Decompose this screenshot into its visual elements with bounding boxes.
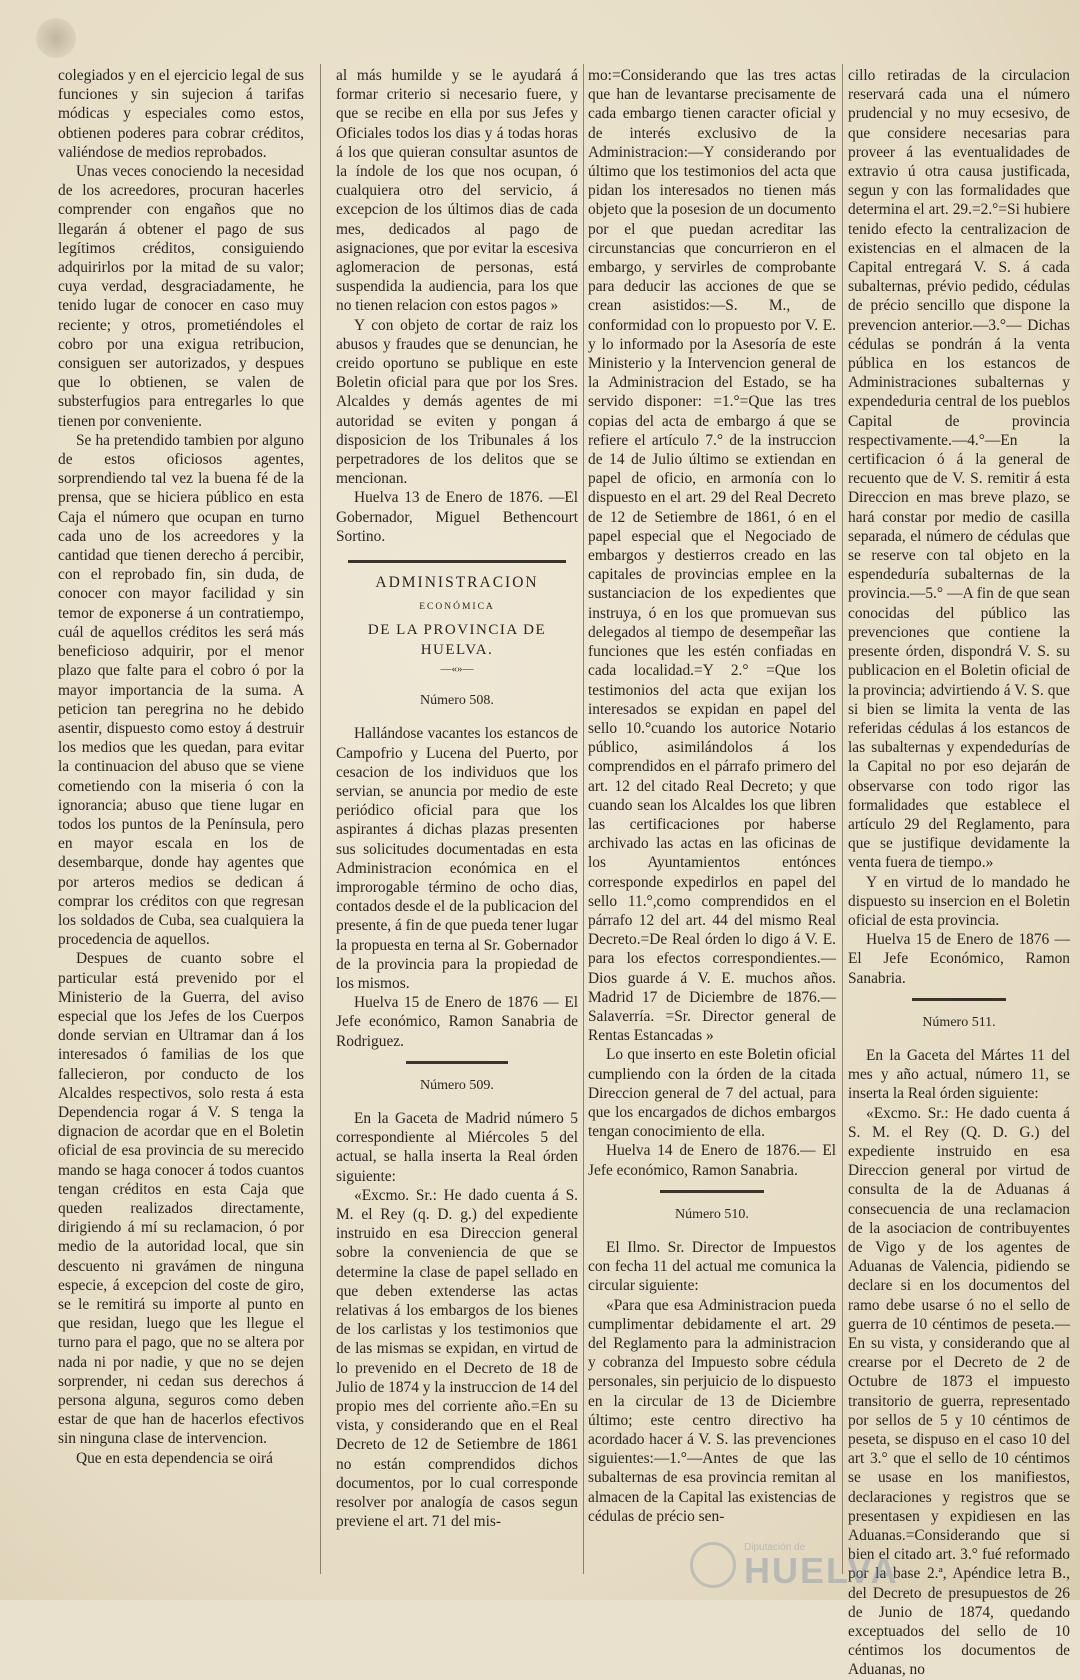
paragraph: Se ha pretendido tambien por alguno de estos oficiosos agentes, sorprendiendo tal vez la buena fé de la prensa, que se hiciera público en esta Caja el número que ocupan en turno cada uno de los acreedores y la cantidad que tienen derecho á percibir, con el reprobado fin, sin duda, de conocer con mayor facilidad y sin temor de exponerse á un contratiempo, cuál de aquellos créditos les será más beneficioso adquirir, por el menor plazo que falte para el cobro ó por la mayor importancia de la suma. A peticion tan peregrina no he debido asentir, dispuesto como estoy á destruir los medios que les quedan, para evitar la continuacion del abuso que se viene cometiendo con la miseria ó con la ignorancia; abuso que tiene lugar en todos los puntos de la Península, pero en mayor escala en los de desembarque, donde hay agentes que por arteros medios se dedican á comprar los créditos con que regresan los soldados de Cuba, sea cualquiera la procedencia de aquellos. [58,431,304,949]
paragraph: al más humilde y se le ayudará á formar criterio si necesario fuere, y que se recibe en ella por sus Jefes y Oficiales todos los dias y á todas horas á los que quieran consultar asuntos de la índole de los que nos ocupan, ó cualquiera otro del servicio, á excepcion de los últimos dias de cada mes, dedicados al pago de asignaciones, que por evitar la escesiva aglomeracion de personas, está suspendida la audiencia, para los que no tienen relacion con estos pagos » [336,67,578,315]
column-3 [588,66,836,1586]
paragraph: Que en esta dependencia se oirá [76,1449,273,1467]
paragraph: En la Gaceta del Mártes 11 del mes y año actual, número 11, se inserta la Real órden siguiente: [848,1046,1070,1103]
column-rule-1 [320,64,321,1574]
notice-number-509: Número 509. [420,1077,494,1093]
column-rule-2 [583,64,584,1574]
notice-number-508: Número 508. [420,693,494,709]
paragraph: colegiados y en el ejercicio legal de sus funciones y sin sujecion á tarifas módicas y especiales como estos, obtienen poderes para cobrar créditos, valiéndose de medios reprobados. [58,67,304,161]
watermark-small: Diputación de [744,1541,806,1553]
paragraph: Despues de cuanto sobre el particular está prevenido por el Ministerio de la Guerra, del aviso especial que los Jefes de los Cuerpos donde servian en Ultramar dan á los interesados ó familias de los que fallecieron, por conducto de los Alcaldes respectivos, solo resta á esta Dependencia rogar á V. S tenga la dignacion de acordar que en el Boletin oficial de esa provincia de su merecido mando se haga conocer á todos cuantos tengan créditos en esta Caja que queden realizados directamente, dirigiendo á mí su reclamacion, ó por medio de la autoridad local, que sin descuento ni gravámen de ninguna especie, á excepcion del coste de giro, se le remitirá su importe al punto en que residan, luego que les llegue el turno para el pago, que no se altera por nada ni por nadie, y que no se dejen sorprender, ni cedan sus derechos á persona alguna, seguros como deben estar de que han de hacerlos efectivos sin ninguna clase de intervencion. [58,950,304,1448]
paragraph: mo:=Considerando que las tres actas que han de levantarse precisamente de cada embargo tienen caracter oficial y de interés exclusivo de la Administracion:—Y considerando por último que los testimonios del acta que pidan los interesados no tienen más objeto que la posesion de un documento por el que puedan acreditar las circunstancias que concurrieron en el embargo, y servirles de comprobante para deducir las acciones de que se crean asistidos:—S. M., de conformidad con lo propuesto por V. E. y lo informado por la Asesoría de este Ministerio y la Intervencion general de la Administracion del Estado, se ha servido disponer: =1.°=Que las tres copias del acta de embargo á que se refiere el artículo 7.° de la instruccion de 14 de Julio último se extiendan en papel de oficio, en armonía con lo dispuesto en el art. 29 del Real Decreto de 12 de Setiembre de 1861, ó en el papel especial que el Negociado de embargos y destierros creado en las capitales de provincias emplee en la sustanciacion de los expedientes que instruya, ó en los que promuevan sus delegados al tiempo de desempeñar las funciones que les estén confiadas en cada localidad.=Y 2.° =Que los testimonios del acta que exijan los interesados se expidan en papel del sello 10.°cuando los autorice Notario público, asimilándolos á los comprendidos en el párrafo primero del art. 12 del citado Real Decreto; y que cuando sean los Alcaldes los que libren las certificaciones por haberse archivado las actas en las oficinas de los Ayuntamientos entónces corresponde expedirlos en papel del sello 11.°,como comprendidos en el párrafo 12 del art. 44 del mismo Real Decreto.=De Real órden lo digo á V. E. para los efectos correspondientes.—Dios guarde á V. E. muchos años. Madrid 17 de Diciembre de 1876.—Salaverría. =Sr. Director general de Rentas Estancadas » [588,67,836,1045]
notice-separator [660,1190,764,1193]
section-separator [348,560,566,563]
paragraph: Unas veces conociendo la necesidad de los acreedores, procuran hacerles comprender con engaños que no llegarán á obtener el pago de sus legítimos créditos, consiguiendo adquirirlos por la mitad de su valor; cuya verdad, desgraciadamente, he tenido lugar de conocer en caso muy reciente; y otros, prometiéndoles el cobro por una exigua retribucion, consiguen ser autorizados, y despues que lo obtienen, se valen de substerfugios para entregarles lo que tienen por conveniente. [58,163,304,430]
signature: Huelva 15 de Enero de 1876 — El Jefe Económico, Ramon Sanabria. [848,931,1070,987]
notice-separator [912,998,1005,1001]
paragraph: «Excmo. Sr.: He dado cuenta á S. M. el Rey (Q. D. G.) del expediente instruido en esa Direccion general por virtud de consulta de la de Aduanas á consecuencia de una reclamacion de la asociacion de contribuyentes de Vigo y de los agentes de Aduanas de Valencia, pidiendo se declare si en los documentos del ramo debe usarse ó no el sello de guerra de 10 céntimos de peseta.—En su vista, y considerando que al crearse por el Decreto de 2 de Octubre de 1873 el impuesto transitorio de guerra, representado por sellos de 5 y 10 céntimos de peseta, se dispuso en el caso 10 del art 3.° que el sello de 10 céntimos se usase en los manifiestos, declaraciones y registros que se presentasen y expidiesen en las Aduanas.=Considerando que si bien el citado art. 3.° fué reformado por la base 2.ª, Apéndice letra B., del Decreto de presupuestos de 26 de Junio de 1874, quedando exceptuados del sello de 10 céntimos los documentos de Aduanas, no [848,1104,1070,1679]
paragraph: En la Gaceta de Madrid número 5 correspondiente al Miércoles 5 del actual, se halla inserta la Real órden siguiente: [336,1109,578,1185]
watermark-text [744,1542,899,1589]
column-2 [336,66,578,1586]
paragraph: Y en virtud de lo mandado he dispuesto su insercion en el Boletin oficial de esta provincia. [848,873,1070,929]
paragraph: «Excmo. Sr.: He dado cuenta á S. M. el Rey (q. D. g.) del expediente instruido en esa Direccion general sobre la conveniencia de que se determine la clase de papel sellado en que deben extenderse las actas relativas á los embargos de los bienes de los carlistas y los testimonios que de las mismas se expidan, en virtud de lo prevenido en el Decreto de 18 de Julio de 1874 y la instruccion de 14 del propio mes del corriente año.=En su vista, y considerando que en el Real Decreto de 12 de Setiembre de 1861 no están comprendidos dichos documentos, por lo cual corresponde resolver por analogía de casos segun previene el art. 71 del mis- [336,1186,578,1531]
column-4 [848,66,1070,1679]
paragraph: Y con objeto de cortar de raiz los abusos y fraudes que se denuncian, he creido oportuno se publique en este Boletin oficial para que por los Sres. Alcaldes y demás agentes de mi autoridad se eviten y pongan á disposicion de los Tribunales á los perpetradores de los delitos que se mencionan. [336,316,578,488]
signature: Huelva 15 de Enero de 1876 — El Jefe económico, Ramon Sanabria de Rodriguez. [336,994,578,1050]
column-rule-3 [842,64,843,1574]
paragraph: «Para que esa Administracion pueda cumplimentar debidamente el art. 29 del Reglamento para la administracion y cobranza del Impuesto sobre cédula personales, sin perjuicio de lo dispuesto en la circular de 13 de Diciembre último; este centro directivo ha acordado hacer á V. S. las prevenciones siguientes:—1.°—Antes de que las subalternas de esa provincia remitan al almacen de la Capital las existencias de cédulas de précio sen- [588,1296,836,1525]
seal-icon [690,1542,736,1588]
signature: Huelva 14 de Enero de 1876.— El Jefe económico, Ramon Sanabria. [588,1142,836,1179]
section-place: DE LA PROVINCIA DE HUELVA. [367,622,547,658]
paper-stain [36,18,76,58]
notice-number-510: Número 510. [675,1206,749,1222]
column-1 [58,66,304,1586]
section-ornament: —«»— [440,662,474,675]
watermark-big: HUELVA [744,1549,899,1591]
paragraph: Lo que inserto en este Boletin oficial cumpliendo con la órden de la citada Direccion general de 7 del actual, para que los encargados de dichos embargos tengan conocimiento de ella. [588,1046,836,1141]
watermark-logo [690,1540,1050,1590]
section-subtitle: ECONÓMICA [419,602,495,613]
section-title: ADMINISTRACION [375,574,539,592]
paragraph: cillo retiradas de la circulacion reservará cada una el número prudencial y no muy ecsesivo, de que considere necesarias para proveer á las eventualidades de extravio ú otra causa justificada, segun y con las formalidades que determina el art. 29.=2.°=Si hubiere tenido efecto la centralizacion de existencias en el almacen de la Capital entregará V. S. á cada subalternas, prévio pedido, cédulas de précio sencillo que dispone la prevencion anterior.—3.°— Dichas cédulas se pondrán á la venta pública en los estancos de Administraciones subalternas y expendeduria central de los pueblos Capital de provincia respectivamente.—4.°—En la certificacion ó á la general de recuento que de V. S. remitir á esta Direccion en mas breve plazo, se hará constar por medio de casilla separada, el número de cédulas que se reserve con tal objeto en la espendeduría subalternas de la provincia.—5.° —A fin de que sean conocidas del público las prevenciones que contiene la presente órden, dispondrá V. S. su publicacion en el Boletin oficial de la provincia; advirtiendo á V. S. que si bien se limita la venta de las referidas cédulas á los estancos de las subalternas y expendedurías de la Capital no por eso dejarán de observarse con todo rigor las formalidades que establece el artículo 29 del Reglamento, para que se justifique devidamente la venta fuera de tiempo.» [848,67,1070,872]
notice-number-511: Número 511. [922,1014,996,1030]
signature: Huelva 13 de Enero de 1876. —El Gobernador, Miguel Bethencourt Sortino. [336,489,578,545]
paragraph: El Ilmo. Sr. Director de Impuestos con fecha 11 del actual me comunica la circular siguiente: [588,1238,836,1295]
paragraph: Hallándose vacantes los estancos de Campofrio y Lucena del Puerto, por cesacion de los individuos que los servian, se anuncia por medio de este periódico oficial para que los aspirantes á dichas plazas presenten sus solicitudes documentadas en esta Administracion económica en el improrogable término de ocho dias, contados desde el de la publicacion del presente, á fin de que pueda tener lugar la propuesta en terna al Sr. Gobernador de la provincia para la propiedad de los mismos. [336,725,578,992]
notice-separator [406,1061,508,1064]
